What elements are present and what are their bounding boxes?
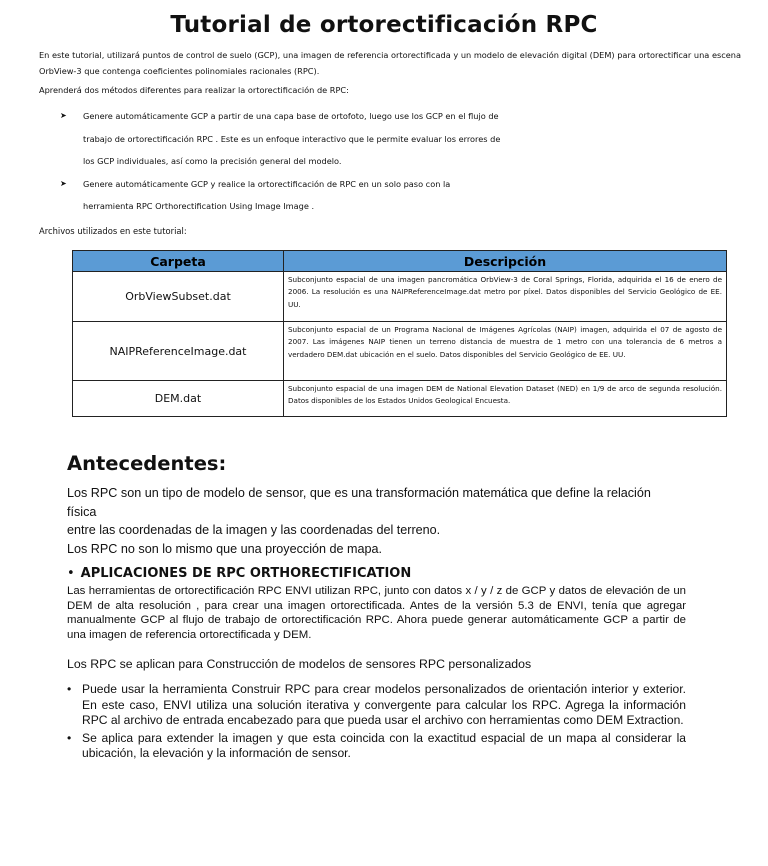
folder-cell: DEM.dat [73, 381, 284, 417]
background-line: física [67, 504, 97, 519]
methods-list [58, 105, 578, 218]
intro-paragraph: En este tutorial, utilizará puntos de control de suelo (GCP), una imagen de referencia ortorectificada y un modelo de elevación digital (DEM) para ortorectificar una escena OrbView-3 que contenga coeficientes polinomiales racionales (RPC). [39, 50, 741, 76]
list-item-text: Puede usar la herramienta Construir RPC para crear modelos personalizados de orientación interior y exterior. En este caso, ENVI utiliza una solución iterativa y convergente para calcular los RPC. Agrega la información RPC al archivo de entrada encabezado para que pueda usar el archivo con herramientas como DEM Extraction. [82, 682, 686, 727]
method-line: herramienta RPC Orthorectification Using Image Image . [83, 201, 315, 211]
column-header-folder: Carpeta [73, 251, 284, 272]
description-cell: Subconjunto espacial de una imagen pancromática OrbView-3 de Coral Springs, Florida, adquirida el 16 de enero de 2006. La resolución es una NAIPReferenceImage.dat metro por píxel. Datos disponibles del Servicio Geológico de EE. UU. [284, 272, 727, 322]
description-cell: Subconjunto espacial de una imagen DEM de National Elevation Dataset (NED) en 1/9 de arco de segunda resolución. Datos disponibles de los Estados Unidos Geological Encuesta. [284, 381, 727, 417]
method-line: Genere automáticamente GCP a partir de una capa base de ortofoto, luego use los GCP en el flujo de [83, 111, 499, 121]
method-line: los GCP individuales, así como la precisión general del modelo. [83, 156, 342, 166]
applications-heading [67, 566, 411, 581]
applications-paragraph: Las herramientas de ortorectificación RPC ENVI utilizan RPC, junto con datos x / y / z de GCP y datos de elevación de un DEM de alta resolución , para crear una imagen ortorectificada. Antes de la versión 5.3 de ENVI, tenía que agregar manualmente GCP al flujo de trabajo de ortorectificación RPC. Ahora puede generar automáticamente GCP a partir de una imagen de referencia ortorectificada y DEM. [67, 585, 686, 641]
method-item [58, 173, 578, 218]
list-item-text: Se aplica para extender la imagen y que esta coincida con la exactitud espacial de un mapa al considerar la ubicación, la elevación y la información de sensor. [82, 730, 686, 760]
folder-cell: OrbViewSubset.dat [73, 272, 284, 322]
bullet-icon: • [67, 682, 72, 696]
background-line: Los RPC no son lo mismo que una proyección de mapa. [67, 541, 383, 556]
table-row [73, 322, 727, 381]
methods-intro: Aprenderá dos métodos diferentes para realizar la ortorectificación de RPC: [39, 85, 349, 95]
background-heading: Antecedentes: [67, 452, 227, 475]
applications-heading-text: APLICACIONES DE RPC ORTHORECTIFICATION [80, 566, 412, 581]
table-header-row [73, 251, 727, 272]
custom-models-heading: Los RPC se aplican para Construcción de modelos de sensores RPC personalizados [67, 657, 532, 671]
arrow-bullet-icon: ➤ [60, 111, 67, 120]
description-cell: Subconjunto espacial de un Programa Nacional de Imágenes Agrícolas (NAIP) imagen, adquirida el 07 de agosto de 2007. Las imágenes NAIP tienen un terreno distancia de muestra de 1 metro con una tolerancia de 6 metros a verdadero DEM.dat ubicación en el suelo. Datos disponibles del Servicio Geológico de EE. UU. [284, 322, 727, 381]
method-line: trabajo de ortorectificación RPC . Este es un enfoque interactivo que le permite evaluar los errores de [83, 133, 501, 144]
list-item [67, 731, 686, 762]
method-item [58, 105, 578, 173]
files-label: Archivos utilizados en este tutorial: [39, 226, 187, 236]
folder-cell: NAIPReferenceImage.dat [73, 322, 284, 381]
points-list [67, 682, 686, 764]
table-row [73, 381, 727, 417]
page-title: Tutorial de ortorectificación RPC [170, 12, 598, 38]
arrow-bullet-icon: ➤ [60, 178, 67, 188]
bullet-icon: • [67, 566, 75, 581]
background-line: entre las coordenadas de la imagen y las coordenadas del terreno. [67, 523, 441, 538]
list-item [67, 682, 686, 729]
background-paragraph [67, 484, 707, 558]
column-header-description: Descripción [284, 251, 727, 272]
files-table [72, 250, 727, 417]
bullet-icon: • [67, 730, 72, 745]
background-line: Los RPC son un tipo de modelo de sensor, que es una transformación matemática que define la relación [67, 486, 651, 500]
method-line: Genere automáticamente GCP y realice la ortorectificación de RPC en un solo paso con la [83, 178, 451, 189]
table-row [73, 272, 727, 322]
